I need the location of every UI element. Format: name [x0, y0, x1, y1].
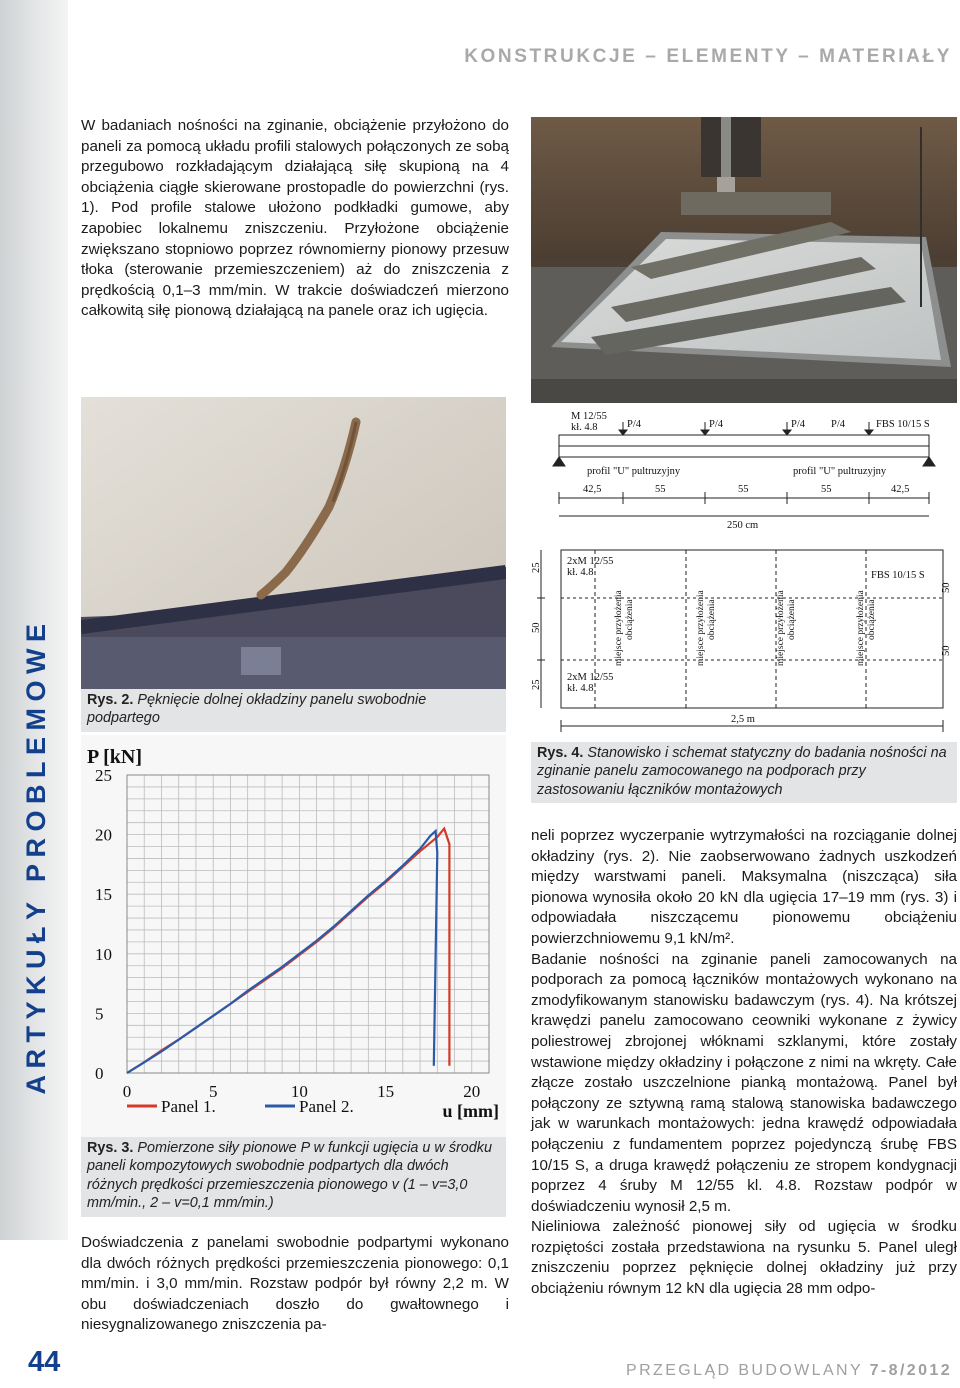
y-tick-label: 20 — [95, 825, 112, 845]
diagram-plan-bolt-top: 2xM 12/55 — [567, 556, 614, 567]
series-line-1 — [127, 829, 449, 1073]
right-column-text — [531, 826, 957, 1300]
magazine-issue: 7-8/2012 — [869, 1362, 952, 1379]
diagram-load-place-2: miejsce przyłożenia — [696, 590, 706, 666]
legend-label-2: Panel 2. — [299, 1097, 354, 1116]
diagram-load-place-2b: obciążenia — [707, 599, 717, 640]
diagram-load-4: P/4 — [831, 419, 846, 430]
diagram-dim-4: 55 — [821, 484, 832, 495]
figure-3-text: Pomierzone siły pionowe P w funkcji ugięcia u w środku paneli kompozytowych swobodnie podpartych dla dwóch różnych prędkości przemieszczenia pionowego v (1 – v=3,0 mm/min., 2 – v=0,1 mm/min.) — [87, 1140, 493, 1212]
y-tick-label: 0 — [95, 1064, 104, 1083]
figure-2-text: Pęknięcie dolnej okładziny panelu swobodnie podpartego — [87, 692, 427, 727]
diagram-side-dim-2: 50 — [531, 622, 542, 633]
diagram-load-place-1b: obciążenia — [625, 599, 635, 640]
diagram-profile-right: profil "U" pultruzyjny — [793, 466, 887, 477]
figure-3-label: Rys. 3. — [87, 1140, 134, 1156]
x-tick-label: 0 — [122, 1082, 132, 1101]
diagram-plan-kl-top: kł. 4.8 — [567, 567, 594, 578]
diagram-svg — [531, 408, 957, 742]
diagram-dim-5: 42,5 — [891, 484, 910, 495]
diagram-label-fbs: FBS 10/15 S — [876, 419, 930, 430]
diagram-side-dim-1: 25 — [531, 562, 542, 573]
magazine-name: PRZEGLĄD BUDOWLANY — [626, 1362, 863, 1379]
sidebar-label: ARTYKUŁY PROBLEMOWE — [21, 617, 51, 1095]
diagram-plan-kl-bottom: kł. 4.8 — [567, 683, 594, 694]
figure-4-label: Rys. 4. — [537, 745, 584, 761]
y-axis-label: P [kN] — [87, 746, 142, 768]
right-paragraph-2: Badanie nośności na zginanie paneli zamocowanych na podporach za pomocą łączników montażowych wykonano na zmodyfikowanym stanowisku badawczym (rys. 4). Na krótszej krawędzi panelu zamocowano ceowniki wykonane z żywicy poliestrowej zbrojonej włóknami szklanymi, które zostały wstawione między okładziny i połączone z nimi na wkręty. Całe złącze zostało uszczelnione pianką montażową. Panel był połączony ze sztywną ramą stalową stanowiska badawczego jak w warunkach montażowych: jedna krawędź odpowiadała połączeniu z fundamentem poprzez pojedynczą śrubę FBS 10/15 S, a druga krawędź połączeniu ze stropem kondygnacji poprzez 4 śruby M 12/55 kl. 4.8. Rozstaw podpór w doświadczeniu wynosił 2,5 m. — [531, 950, 957, 1215]
diagram-right-dim-2: 50 — [941, 645, 952, 656]
diagram-span: 2,5 m — [731, 714, 755, 725]
force-deflection-chart — [81, 735, 506, 1137]
diagram-load-place-3b: obciążenia — [787, 599, 797, 640]
crack-photo — [81, 397, 506, 689]
diagram-plan-fbs: FBS 10/15 S — [871, 570, 925, 581]
diagram-label-m1255: M 12/55 — [571, 411, 607, 422]
right-paragraph-1: neli poprzez wyczerpanie wytrzymałości na rozciąganie dolnej okładziny (rys. 2). Nie zaobserwowano żadnych uszkodzeń między warstwami paneli. Maksymalna (niszcząca) siła pionowa wynosiła około 20 kN dla ugięcia 17–19 mm (rys. 3) i odpowiadała niszczącemu pionowemu obciążeniu powierzchniowemu 9,1 kN/m². — [531, 827, 957, 947]
page-number: 44 — [28, 1346, 61, 1378]
y-tick-label: 25 — [95, 766, 112, 785]
diagram-load-place-1: miejsce przyłożenia — [614, 590, 624, 666]
chart-svg — [81, 735, 506, 1137]
diagram-load-place-4: miejsce przyłożenia — [856, 590, 866, 666]
diagram-load-place-4b: obciążenia — [867, 599, 877, 640]
legend-label-1: Panel 1. — [161, 1097, 216, 1116]
y-tick-label: 15 — [95, 885, 112, 905]
y-tick-label: 10 — [95, 944, 112, 964]
bottom-paragraph: Doświadczenia z panelami swobodnie podpartymi wykonano dla dwóch różnych prędkości przemieszczenia pionowego: 0,1 mm/min. i 3,0 mm/min. Rozstaw podpór był równy 2,2 m. W obu doświadczeniach doszło do gwałtownego i niesygnalizowanego zniszczenia pa- — [81, 1234, 509, 1334]
test-rig-photo — [531, 117, 957, 403]
diagram-dim-2: 55 — [655, 484, 666, 495]
diagram-label-kl48: kł. 4.8 — [571, 422, 598, 433]
figure-3-caption — [81, 1137, 506, 1217]
footer-magazine — [626, 1362, 952, 1380]
x-axis-label: u [mm] — [442, 1101, 499, 1121]
diagram-load-place-3: miejsce przyłożenia — [776, 590, 786, 666]
x-tick-label: 20 — [463, 1082, 481, 1101]
section-title: KONSTRUKCJE – ELEMENTY – MATERIAŁY — [464, 46, 952, 67]
figure-2-caption — [81, 689, 506, 732]
diagram-load-3: P/4 — [791, 419, 806, 430]
diagram-total-dim: 250 cm — [727, 520, 759, 531]
static-scheme-diagram — [531, 408, 957, 742]
intro-paragraph: W badaniach nośności na zginanie, obciążenie przyłożono do paneli za pomocą układu profili stalowych połączonych ze sobą przegubowo rozkładającym działającą siłę skupioną na 4 obciążenia ciągłe skierowane prostopadle do powierzchni (rys. 1). Pod profile stalowe ułożono podkładki gumowe, aby zapobiec lokalnemu zniszczeniu. Przyłożone obciążenie zwiększano stopniowo poprzez równomierny pionowy przesuw tłoka (sterowanie przemieszczeniem) aż do zniszczenia z prędkością 0,1–3 mm/min. W trakcie doświadczeń mierzono całkowitą siłę pionową działającą na panele oraz ich ugięcia. — [81, 117, 509, 320]
figure-4-caption — [531, 742, 957, 803]
diagram-dim-3: 55 — [738, 484, 749, 495]
diagram-profile-left: profil "U" pultruzyjny — [587, 466, 681, 477]
y-tick-label: 5 — [95, 1004, 104, 1024]
x-tick-label: 5 — [208, 1082, 218, 1101]
right-paragraph-3: Nieliniowa zależność pionowej siły od ugięcia w środku rozpiętości została przedstawiona na rysunku 5. Panel uległ zniszczeniu poprzez pęknięcie dolnej okładziny już przy obciążeniu równym 12 kN dla ugięcia 28 mm odpo- — [531, 1218, 957, 1298]
x-tick-label: 15 — [377, 1082, 395, 1101]
diagram-dim-1: 42,5 — [583, 484, 602, 495]
diagram-right-dim-1: 50 — [941, 582, 952, 593]
diagram-side-dim-3: 25 — [531, 679, 542, 690]
diagram-plan-bolt-bottom: 2xM 12/55 — [567, 672, 614, 683]
figure-4-text: Stanowisko i schemat statyczny do badania nośności na zginanie panelu zamocowanego na podporach przy zastosowaniu łączników montażowych — [537, 745, 947, 798]
diagram-load-2: P/4 — [709, 419, 724, 430]
diagram-load-1: P/4 — [627, 419, 642, 430]
x-tick-label: 10 — [290, 1082, 308, 1101]
figure-2-label: Rys. 2. — [87, 692, 134, 708]
